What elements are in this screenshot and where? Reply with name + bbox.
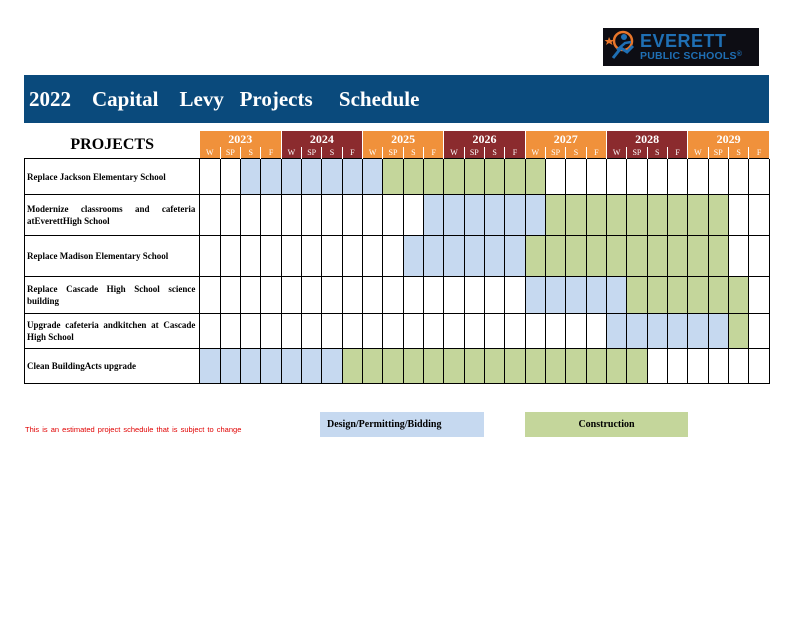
schedule-cell — [200, 159, 220, 195]
design-cell — [424, 195, 444, 236]
schedule-cell — [241, 277, 261, 314]
design-cell — [586, 277, 606, 314]
schedule-cell — [241, 195, 261, 236]
construction-cell — [525, 236, 545, 277]
schedule-cell — [525, 314, 545, 349]
schedule-cell — [464, 314, 484, 349]
schedule-cell — [281, 195, 301, 236]
schedule-cell — [322, 236, 342, 277]
schedule-cell — [627, 159, 647, 195]
schedule-cell — [586, 159, 606, 195]
schedule-cell — [342, 277, 362, 314]
construction-cell — [545, 236, 565, 277]
season-header: W — [606, 147, 626, 159]
season-header: F — [749, 147, 770, 159]
everett-logo — [603, 28, 759, 66]
schedule-cell — [241, 236, 261, 277]
schedule-cell — [261, 195, 281, 236]
logo-line-2: PUBLIC SCHOOLS® — [640, 50, 743, 63]
season-header: S — [322, 147, 342, 159]
construction-cell — [586, 236, 606, 277]
design-cell — [403, 236, 423, 277]
schedule-cell — [545, 314, 565, 349]
season-header: S — [566, 147, 586, 159]
construction-cell — [647, 236, 667, 277]
schedule-cell — [241, 314, 261, 349]
design-cell — [464, 236, 484, 277]
schedule-cell — [342, 314, 362, 349]
project-name: Replace Cascade High School science building — [25, 277, 200, 314]
design-cell — [688, 314, 708, 349]
project-name: Replace Jackson Elementary School — [25, 159, 200, 195]
construction-cell — [586, 195, 606, 236]
construction-cell — [606, 349, 626, 384]
design-cell — [606, 277, 626, 314]
year-header: 2026 — [444, 131, 525, 147]
design-cell — [444, 236, 464, 277]
schedule-cell — [261, 277, 281, 314]
schedule-cell — [647, 349, 667, 384]
schedule-cell — [403, 277, 423, 314]
schedule-cell — [566, 314, 586, 349]
schedule-cell — [363, 236, 383, 277]
design-cell — [667, 314, 687, 349]
season-header: S — [403, 147, 423, 159]
year-header: 2027 — [525, 131, 606, 147]
construction-cell — [708, 236, 728, 277]
construction-cell — [424, 159, 444, 195]
construction-cell — [383, 159, 403, 195]
season-header: W — [200, 147, 220, 159]
schedule-cell — [667, 159, 687, 195]
schedule-cell — [200, 195, 220, 236]
design-cell — [525, 277, 545, 314]
schedule-cell — [708, 159, 728, 195]
construction-cell — [444, 159, 464, 195]
design-cell — [200, 349, 220, 384]
season-header: SP — [708, 147, 728, 159]
schedule-cell — [647, 159, 667, 195]
construction-cell — [606, 195, 626, 236]
schedule-cell — [383, 277, 403, 314]
legend-design: Design/Permitting/Bidding — [320, 412, 484, 437]
design-cell — [484, 236, 504, 277]
project-name: Clean BuildingActs upgrade — [25, 349, 200, 384]
season-header: F — [667, 147, 687, 159]
construction-cell — [545, 195, 565, 236]
construction-cell — [464, 349, 484, 384]
schedule-cell — [322, 314, 342, 349]
table-row — [25, 236, 770, 277]
construction-cell — [464, 159, 484, 195]
construction-cell — [444, 349, 464, 384]
construction-cell — [647, 277, 667, 314]
table-row — [25, 314, 770, 349]
schedule-cell — [302, 195, 322, 236]
schedule-cell — [261, 236, 281, 277]
schedule-cell — [220, 277, 240, 314]
season-header: SP — [383, 147, 403, 159]
design-cell — [322, 159, 342, 195]
construction-cell — [566, 236, 586, 277]
design-cell — [302, 159, 322, 195]
schedule-cell — [749, 159, 770, 195]
design-cell — [566, 277, 586, 314]
schedule-cell — [444, 277, 464, 314]
construction-cell — [708, 195, 728, 236]
design-cell — [525, 195, 545, 236]
construction-cell — [505, 159, 525, 195]
table-row — [25, 159, 770, 195]
construction-cell — [627, 277, 647, 314]
construction-cell — [525, 349, 545, 384]
construction-cell — [484, 159, 504, 195]
construction-cell — [342, 349, 362, 384]
schedule-cell — [342, 195, 362, 236]
schedule-cell — [302, 277, 322, 314]
schedule-cell — [749, 314, 770, 349]
schedule-cell — [383, 195, 403, 236]
season-header: S — [728, 147, 748, 159]
season-header: F — [424, 147, 444, 159]
schedule-cell — [261, 314, 281, 349]
project-name: Modernize classrooms and cafeteria atEverettHigh School — [25, 195, 200, 236]
schedule-cell — [484, 277, 504, 314]
construction-cell — [403, 159, 423, 195]
design-cell — [241, 349, 261, 384]
schedule-cell — [220, 159, 240, 195]
construction-cell — [586, 349, 606, 384]
schedule-cell — [484, 314, 504, 349]
design-cell — [606, 314, 626, 349]
construction-cell — [505, 349, 525, 384]
design-cell — [484, 195, 504, 236]
design-cell — [627, 314, 647, 349]
season-header: W — [281, 147, 301, 159]
schedule-cell — [708, 349, 728, 384]
construction-cell — [627, 236, 647, 277]
construction-cell — [667, 236, 687, 277]
schedule-cell — [505, 277, 525, 314]
design-cell — [342, 159, 362, 195]
schedule-cell — [749, 236, 770, 277]
season-header: W — [688, 147, 708, 159]
design-cell — [261, 159, 281, 195]
construction-cell — [606, 236, 626, 277]
season-header: F — [261, 147, 281, 159]
schedule-cell — [200, 314, 220, 349]
schedule-cell — [728, 236, 748, 277]
schedule-cell — [302, 236, 322, 277]
design-cell — [545, 277, 565, 314]
page-title: 2022 Capital Levy Projects Schedule — [29, 86, 420, 111]
season-header: SP — [302, 147, 322, 159]
year-header: 2025 — [363, 131, 444, 147]
construction-cell — [667, 195, 687, 236]
design-cell — [708, 314, 728, 349]
project-name: Upgrade cafeteria andkitchen at Cascade High School — [25, 314, 200, 349]
title-banner — [24, 75, 769, 123]
design-cell — [363, 159, 383, 195]
construction-cell — [403, 349, 423, 384]
schedule-cell — [424, 277, 444, 314]
design-cell — [302, 349, 322, 384]
year-header: 2028 — [606, 131, 687, 147]
schedule-cell — [566, 159, 586, 195]
year-header: 2029 — [688, 131, 770, 147]
design-cell — [220, 349, 240, 384]
year-header: 2023 — [200, 131, 281, 147]
schedule-cell — [464, 277, 484, 314]
year-header: 2024 — [281, 131, 362, 147]
design-cell — [464, 195, 484, 236]
project-name: Replace Madison Elementary School — [25, 236, 200, 277]
schedule-cell — [749, 195, 770, 236]
season-header: W — [363, 147, 383, 159]
season-header: SP — [545, 147, 565, 159]
schedule-cell — [383, 314, 403, 349]
schedule-cell — [606, 159, 626, 195]
design-cell — [261, 349, 281, 384]
schedule-cell — [342, 236, 362, 277]
schedule-cell — [728, 159, 748, 195]
schedule-cell — [667, 349, 687, 384]
legend-construction: Construction — [525, 412, 688, 437]
schedule-cell — [281, 277, 301, 314]
schedule-cell — [220, 236, 240, 277]
schedule-cell — [302, 314, 322, 349]
runner-star-icon — [603, 28, 639, 66]
schedule-cell — [363, 314, 383, 349]
construction-cell — [627, 349, 647, 384]
schedule-cell — [220, 314, 240, 349]
design-cell — [281, 349, 301, 384]
season-header: F — [586, 147, 606, 159]
construction-cell — [688, 236, 708, 277]
design-cell — [322, 349, 342, 384]
season-header: W — [444, 147, 464, 159]
projects-header: PROJECTS — [70, 135, 154, 153]
construction-cell — [525, 159, 545, 195]
construction-cell — [566, 349, 586, 384]
table-row — [25, 277, 770, 314]
design-cell — [424, 236, 444, 277]
season-header: F — [342, 147, 362, 159]
construction-cell — [728, 277, 748, 314]
season-header: W — [525, 147, 545, 159]
design-cell — [505, 195, 525, 236]
construction-cell — [363, 349, 383, 384]
schedule-cell — [363, 195, 383, 236]
construction-cell — [484, 349, 504, 384]
schedule-cell — [688, 349, 708, 384]
season-header: S — [484, 147, 504, 159]
disclaimer-text: This is an estimated project schedule that is subject to change — [25, 425, 242, 434]
schedule-cell — [728, 349, 748, 384]
construction-cell — [667, 277, 687, 314]
season-header: SP — [220, 147, 240, 159]
season-header: SP — [464, 147, 484, 159]
schedule-cell — [749, 349, 770, 384]
design-cell — [281, 159, 301, 195]
season-header: F — [505, 147, 525, 159]
schedule-cell — [424, 314, 444, 349]
construction-cell — [728, 314, 748, 349]
construction-cell — [688, 277, 708, 314]
season-header: SP — [627, 147, 647, 159]
schedule-cell — [403, 314, 423, 349]
design-cell — [444, 195, 464, 236]
table-row — [25, 195, 770, 236]
schedule-cell — [749, 277, 770, 314]
schedule-cell — [220, 195, 240, 236]
schedule-table — [24, 131, 770, 384]
schedule-cell — [322, 195, 342, 236]
construction-cell — [545, 349, 565, 384]
season-header: S — [647, 147, 667, 159]
construction-cell — [708, 277, 728, 314]
schedule-cell — [728, 195, 748, 236]
schedule-cell — [363, 277, 383, 314]
construction-cell — [688, 195, 708, 236]
schedule-cell — [322, 277, 342, 314]
schedule-cell — [383, 236, 403, 277]
schedule-cell — [586, 314, 606, 349]
construction-cell — [383, 349, 403, 384]
construction-cell — [627, 195, 647, 236]
schedule-cell — [200, 236, 220, 277]
schedule-cell — [403, 195, 423, 236]
schedule-cell — [545, 159, 565, 195]
design-cell — [241, 159, 261, 195]
design-cell — [647, 314, 667, 349]
construction-cell — [647, 195, 667, 236]
design-cell — [505, 236, 525, 277]
schedule-cell — [444, 314, 464, 349]
schedule-cell — [281, 236, 301, 277]
table-row — [25, 349, 770, 384]
schedule-cell — [505, 314, 525, 349]
schedule-cell — [281, 314, 301, 349]
logo-line-1: EVERETT — [640, 31, 727, 52]
schedule-cell — [200, 277, 220, 314]
construction-cell — [566, 195, 586, 236]
construction-cell — [424, 349, 444, 384]
schedule-cell — [688, 159, 708, 195]
season-header: S — [241, 147, 261, 159]
